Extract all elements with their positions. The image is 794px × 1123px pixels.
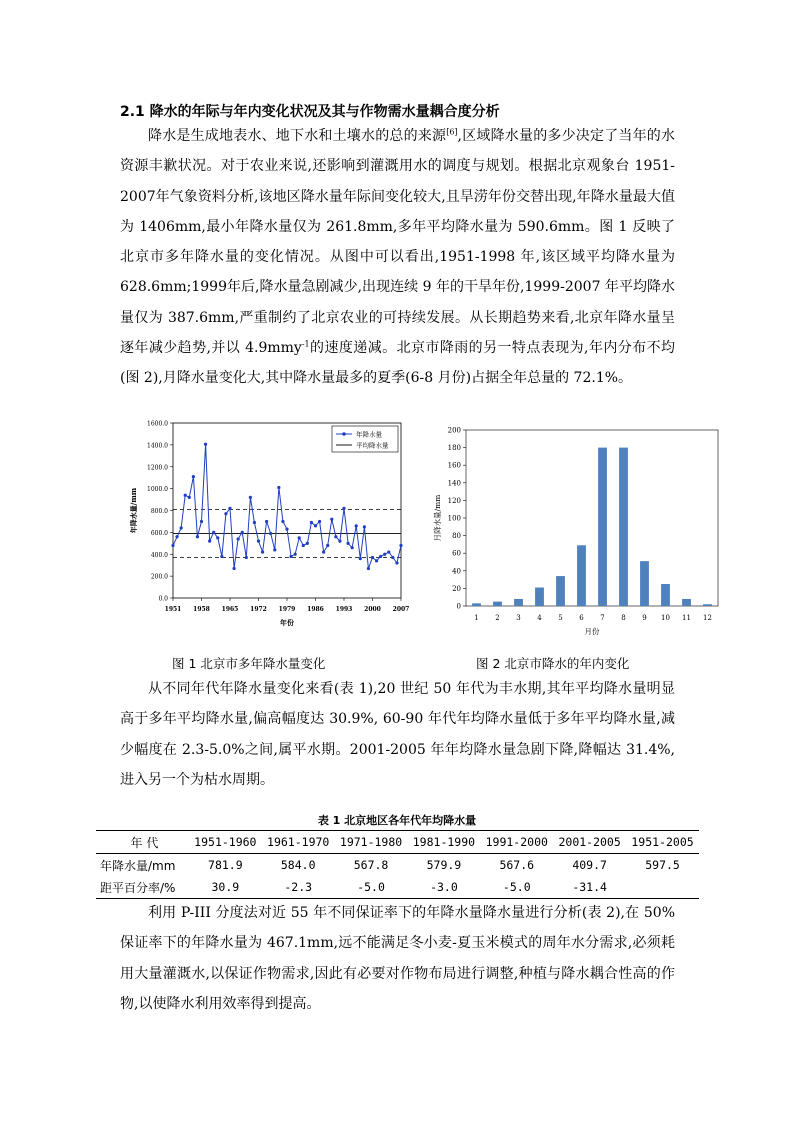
data-point	[249, 496, 252, 499]
x-tick-label: 1979	[278, 606, 296, 613]
data-point	[391, 556, 394, 559]
citation-ref: [6]	[446, 127, 458, 137]
x-axis-label: 月份	[584, 627, 600, 636]
paragraph-2: 从不同年代年降水量变化来看(表 1),20 世纪 50 年代为丰水期,其年平均降水量明显高于多年平均降水量,偏高幅度达 30.9%, 60-90 年代年均降水量低于多年平均降水量,减少幅度在 2.3-5.0%之间,属平水期。2001-2005 年年均降水量急剧下降,降幅达 31.4%,进入另一个为枯水周期。	[120, 681, 675, 788]
data-point	[261, 550, 264, 553]
bar	[535, 588, 544, 606]
y-tick-label: 600.0	[150, 529, 168, 537]
table-cell: -3.0	[430, 880, 458, 894]
x-tick-label: 1972	[250, 606, 267, 613]
data-point	[395, 561, 398, 564]
table-cell: 567.6	[499, 858, 535, 872]
section-heading: 2.1 降水的年际与年内变化状况及其与作物需水量耦合度分析	[120, 104, 500, 120]
table-row	[96, 876, 699, 899]
y-tick-label: 100	[447, 514, 461, 523]
table-col-header: 1961-1970	[267, 835, 330, 849]
data-point	[175, 535, 178, 538]
table-cell: 409.7	[572, 858, 607, 872]
y-tick-label: 1600.0	[147, 420, 168, 428]
figure-2-caption: 图 2 北京市降水的年内变化	[476, 656, 630, 671]
figure-1-caption: 图 1 北京市多年降水量变化	[172, 656, 326, 671]
data-point	[253, 521, 256, 524]
unit-exponent: -1	[301, 339, 310, 349]
data-point	[363, 525, 366, 528]
y-tick-label: 1200.0	[147, 464, 168, 472]
legend-marker	[342, 432, 346, 436]
bar	[682, 599, 691, 606]
bar	[619, 448, 628, 606]
x-tick-label: 8	[621, 614, 626, 622]
x-tick-label: 3	[516, 614, 521, 622]
data-point	[294, 553, 297, 556]
table-col-header: 2001-2005	[558, 835, 621, 849]
data-point	[212, 531, 215, 534]
data-point	[355, 524, 358, 527]
bar	[556, 576, 565, 606]
bar	[577, 545, 586, 606]
table-header-label: 年 代	[130, 835, 159, 850]
bar	[598, 448, 607, 606]
data-point	[375, 559, 378, 562]
x-tick-label: 10	[661, 614, 670, 622]
data-point	[289, 555, 292, 558]
data-point	[208, 540, 211, 543]
figure-1-line-chart	[118, 413, 413, 635]
figure-2-bar-chart	[428, 420, 723, 642]
data-point	[359, 557, 362, 560]
data-point	[196, 535, 199, 538]
data-point	[273, 548, 276, 551]
x-tick-label: 2	[495, 614, 500, 622]
y-tick-label: 80	[452, 532, 461, 541]
data-point	[224, 512, 227, 515]
data-point	[302, 544, 305, 547]
data-point	[318, 520, 321, 523]
data-point	[367, 567, 370, 570]
y-tick-label: 20	[452, 584, 461, 593]
data-point	[171, 544, 174, 547]
data-point	[220, 555, 223, 558]
data-point	[216, 536, 219, 539]
y-tick-label: 0.0	[158, 595, 168, 603]
x-axis-label: 年份	[280, 618, 294, 627]
data-point	[314, 524, 317, 527]
table-cell: -5.0	[357, 880, 385, 894]
data-point	[204, 443, 207, 446]
data-point	[322, 550, 325, 553]
bar	[493, 602, 502, 606]
table-col-header: 1981-1990	[412, 835, 476, 849]
x-tick-label: 9	[642, 614, 647, 622]
legend-label: 平均降水量	[356, 441, 389, 450]
data-point	[281, 520, 284, 523]
data-point	[192, 475, 195, 478]
table-col-header: 1991-2000	[485, 835, 548, 849]
table-row-label: 距平百分率/%	[100, 880, 176, 895]
x-tick-label: 1986	[307, 606, 324, 613]
y-tick-label: 120	[447, 496, 461, 505]
y-tick-label: 60	[452, 549, 461, 558]
data-point	[371, 556, 374, 559]
bar	[472, 603, 481, 606]
data-point	[200, 520, 203, 523]
data-point	[265, 520, 268, 523]
y-tick-label: 180	[447, 444, 461, 453]
table-cell: -5.0	[502, 880, 531, 894]
data-point	[399, 544, 402, 547]
y-axis-label: 年降水量/mm	[129, 487, 138, 534]
table-cell: 30.9	[211, 880, 240, 894]
data-point	[257, 540, 260, 543]
y-tick-label: 160	[447, 461, 461, 470]
legend-label: 年降水量	[356, 430, 382, 439]
data-point	[383, 553, 386, 556]
y-tick-label: 1000.0	[147, 486, 168, 494]
bar	[640, 561, 649, 606]
data-point	[342, 507, 345, 510]
y-tick-label: 800.0	[150, 508, 168, 515]
data-point	[306, 542, 309, 545]
data-point	[387, 550, 390, 553]
x-tick-label: 1965	[221, 606, 239, 613]
data-point	[379, 555, 382, 558]
plot-area	[466, 430, 718, 606]
paragraph-1: 降水是生成地表水、地下水和土壤水的总的来源[6],区域降水量的多少决定了当年的水资源丰歉状况。对于农业来说,还影响到灌溉用水的调度与规划。根据北京观象台 1951-2007年气象资料分析,该地区降水量年际间变化较大,且旱涝年份交替出现,年降水量最大值为 1406mm,最小年降水量仅为 261.8mm,多年平均降水量为 590.6mm。图 1 反映了北京市多年降水量的变化情况。从图中可以看出,1951-1998 年,该区域平均降水量为 628.6mm;1999年后,降水量急剧减少,出现连续 9 年的干旱年份,1999-2007 年平均降水量仅为 387.6mm,严重制约了北京农业的可持续发展。从长期趋势来看,北京年降水量呈逐年减少趋势,并以 4.9mmy$^{-1}$的速度递减。北京市降雨的另一特点表现为,年内分布不均(图 2),月降水量变化大,其中降水量最多的夏季(6-8 月份)占据全年总量的 72.1%。	[120, 127, 675, 387]
bar	[514, 599, 523, 606]
x-tick-label: 1951	[164, 606, 182, 613]
x-tick-label: 1993	[335, 606, 353, 613]
data-point	[237, 537, 240, 540]
table-col-header: 1951-1960	[194, 835, 257, 849]
table-header-row	[96, 831, 699, 854]
table-cell	[626, 876, 699, 899]
table-1-title: 表 1 北京地区各年代年均降水量	[317, 814, 477, 827]
data-point	[241, 531, 244, 534]
table-cell: 579.9	[426, 858, 462, 872]
table-cell: 781.9	[208, 858, 243, 872]
paragraph-3: 利用 P-III 分度法对近 55 年不同保证率下的年降水量降水量进行分析(表 2),在 50%保证率下的年降水量为 467.1mm,远不能满足冬小麦-夏玉米模式的周年水分需求,必须耗用大量灌溉水,以保证作物需求,因此有必要对作物布局进行调整,种植与降水耦合性高的作物,以使降水利用效率得到提高。	[120, 905, 675, 1012]
data-point	[277, 486, 280, 489]
data-point	[184, 494, 187, 497]
table-cell: -31.4	[572, 880, 607, 894]
x-tick-label: 2000	[364, 606, 381, 613]
table-row	[96, 854, 699, 877]
data-point	[330, 518, 333, 521]
data-point	[285, 527, 288, 530]
table-cell: -2.3	[284, 880, 313, 894]
data-point	[245, 556, 248, 559]
data-point	[232, 567, 235, 570]
x-tick-label: 1958	[193, 606, 210, 613]
x-tick-label: 5	[558, 614, 563, 622]
bar	[661, 584, 670, 606]
table-cell: 584.0	[280, 858, 316, 872]
x-tick-label: 7	[600, 614, 605, 622]
table-col-header: 1951-2005	[631, 835, 694, 849]
data-point	[269, 532, 272, 535]
table-col-header: 1971-1980	[339, 835, 403, 849]
data-point	[310, 521, 313, 524]
data-point	[346, 542, 349, 545]
y-tick-label: 0	[456, 602, 461, 611]
x-tick-label: 1	[474, 614, 479, 622]
table-row-label: 年降水量/mm	[100, 858, 176, 873]
y-axis-label: 月降水量/mm	[433, 494, 442, 542]
data-point	[326, 544, 329, 547]
data-point	[180, 526, 183, 529]
data-point	[338, 540, 341, 543]
data-point	[351, 546, 354, 549]
x-tick-label: 6	[579, 614, 584, 622]
data-point	[334, 535, 337, 538]
data-point	[228, 507, 231, 510]
x-tick-label: 2007	[392, 606, 410, 613]
y-tick-label: 200.0	[150, 573, 168, 581]
y-tick-label: 1400.0	[147, 442, 168, 450]
y-tick-label: 140	[447, 479, 461, 488]
data-point	[298, 536, 301, 539]
y-tick-label: 400.0	[150, 551, 168, 559]
bar	[703, 604, 712, 606]
x-tick-label: 11	[682, 614, 691, 622]
table-cell: 597.5	[645, 858, 680, 872]
data-point	[188, 496, 191, 499]
x-tick-label: 4	[537, 614, 542, 622]
table-1	[96, 830, 699, 899]
x-tick-label: 12	[703, 614, 712, 622]
y-tick-label: 40	[452, 567, 461, 576]
table-cell: 567.8	[353, 858, 389, 872]
y-tick-label: 200	[447, 426, 461, 435]
